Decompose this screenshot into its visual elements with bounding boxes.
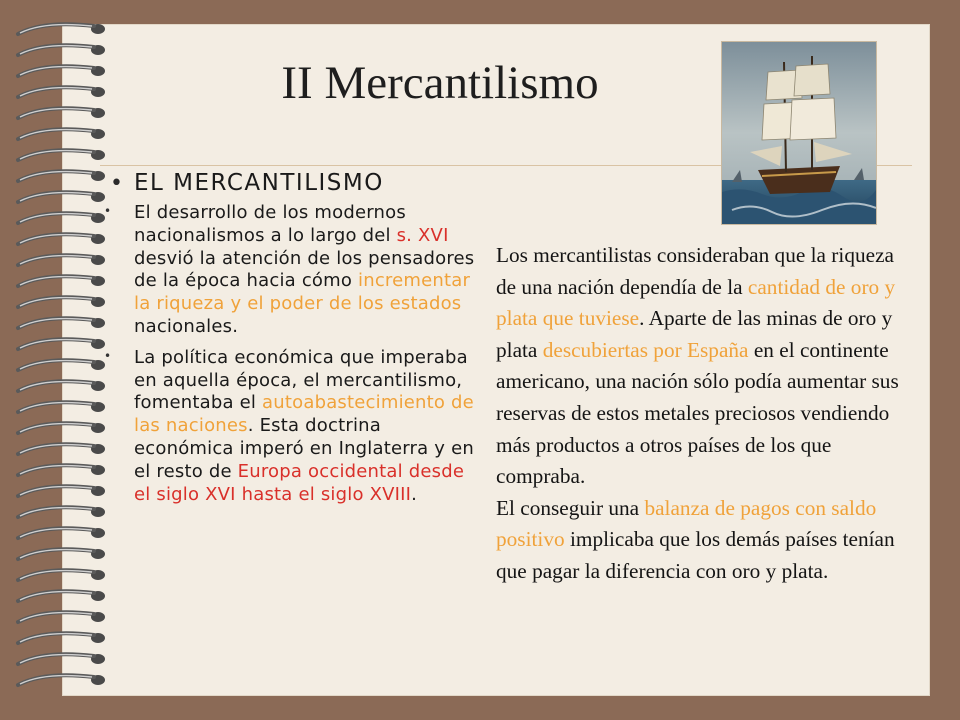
text: implicaba que los demás países tenían que pagar la diferencia con oro y plata. [496, 527, 895, 583]
binding-ring [18, 465, 105, 475]
section-heading [110, 170, 480, 196]
binding-ring [18, 549, 105, 559]
binding-ring [18, 570, 105, 580]
binding-ring [18, 360, 105, 370]
text: El conseguir una [496, 495, 645, 520]
text: La política económica que imperaba en aquella época, el mercantilismo, fomentaba el [134, 346, 468, 414]
highlight-balance: balanza de pagos con saldo positivo [496, 495, 877, 552]
text: Los mercantilistas consideraban que la riqueza de una nación dependía de la [496, 243, 894, 299]
binding-ring [18, 297, 105, 307]
binding-ring [18, 528, 105, 538]
spiral-binding [14, 18, 114, 698]
binding-ring [18, 276, 105, 286]
binding-ring [18, 339, 105, 349]
text: . [411, 483, 418, 505]
binding-ring [18, 318, 105, 328]
binding-ring [18, 108, 105, 118]
bullet-icon: • [110, 170, 125, 196]
binding-ring [18, 213, 105, 223]
highlight-europe-period: Europa occidental desde el siglo XVI hasta el siglo XVIII [134, 460, 465, 505]
binding-ring [18, 150, 105, 160]
binding-ring [18, 507, 105, 517]
highlight-spain: descubiertas por España [542, 337, 749, 362]
binding-ring [18, 192, 105, 202]
paragraph-nationalism [104, 202, 480, 339]
binding-ring [18, 591, 105, 601]
right-column [496, 240, 916, 588]
binding-ring [18, 423, 105, 433]
binding-ring [18, 234, 105, 244]
slide-title: II Mercantilismo [281, 57, 599, 109]
binding-ring [18, 486, 105, 496]
highlight-gold-silver: cantidad de oro y plata que tuviese [496, 274, 896, 331]
text: desvió la atención de los pensadores de la época hacia cómo [134, 247, 475, 292]
binding-ring [18, 675, 105, 685]
binding-ring [18, 255, 105, 265]
binding-ring [18, 66, 105, 76]
binding-ring [18, 633, 105, 643]
text: en el continente americano, una nación sólo podía aumentar sus reservas de estos metales preciosos vendiendo más productos a otros países de los que compraba. [496, 337, 899, 489]
ship-image [722, 42, 876, 224]
bullet-icon: • [104, 348, 112, 363]
text: El desarrollo de los modernos nacionalismos a lo largo del [134, 202, 406, 246]
paragraph-policy [104, 346, 480, 507]
text: nacionales. [134, 315, 239, 337]
binding-ring [18, 45, 105, 55]
binding-ring [18, 129, 105, 139]
text: . Esta doctrina económica imperó en Inglaterra y en el resto de [134, 415, 474, 482]
left-column [104, 166, 480, 506]
sailing-ship-icon [722, 42, 876, 224]
binding-ring [18, 381, 105, 391]
text: . Aparte de las minas de oro y plata [496, 306, 893, 362]
binding-ring [18, 402, 105, 412]
highlight-wealth-power: incrementar la riqueza y el poder de los estados [134, 270, 471, 315]
binding-ring [18, 612, 105, 622]
binding-ring [18, 654, 105, 664]
heading-text: EL MERCANTILISMO [134, 170, 384, 196]
binding-ring [18, 171, 105, 181]
highlight-self-sufficiency: autoabastecimiento de las naciones [134, 392, 474, 437]
binding-ring [18, 444, 105, 454]
highlight-century: s. XVI [396, 224, 449, 246]
binding-ring [18, 24, 105, 34]
bullet-icon: • [104, 204, 112, 218]
binding-ring [18, 87, 105, 97]
